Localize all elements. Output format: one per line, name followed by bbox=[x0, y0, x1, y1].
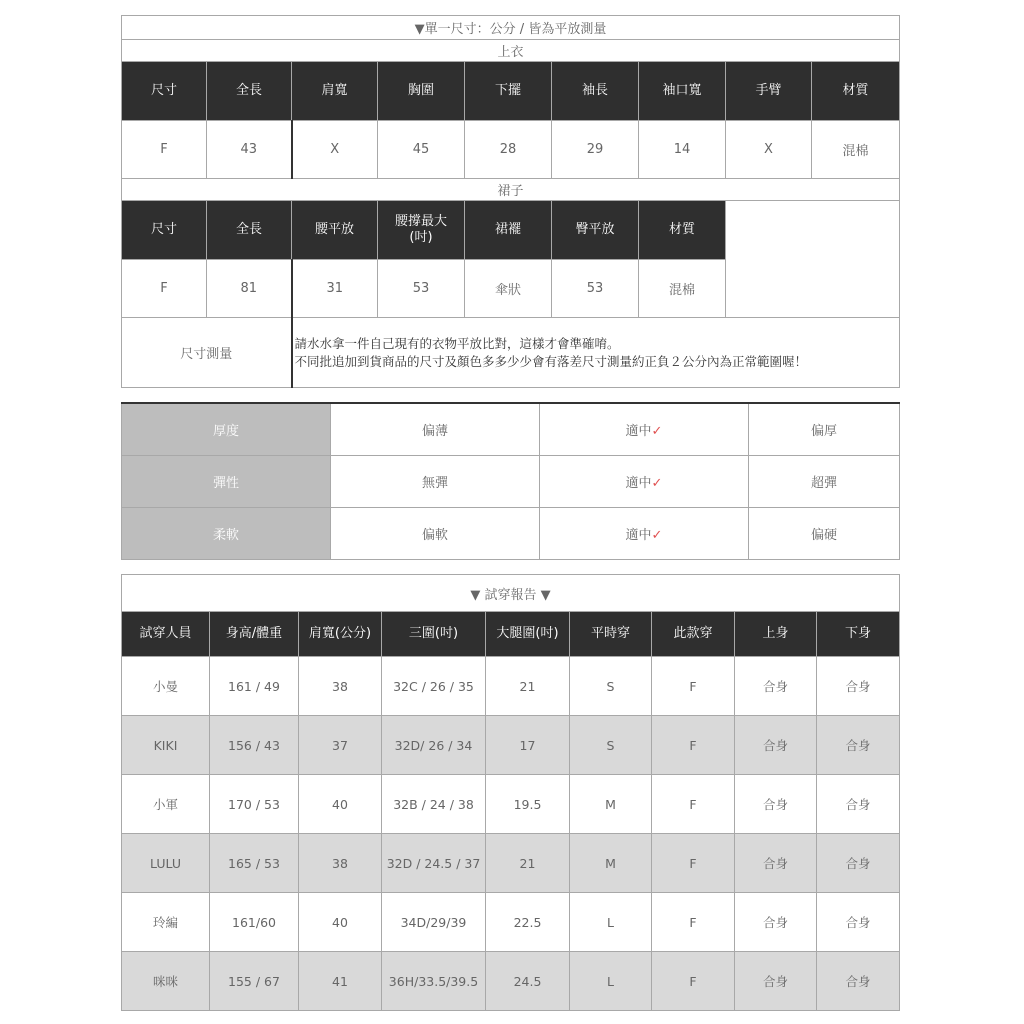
fit-header: 平時穿 bbox=[570, 612, 652, 657]
fit-cell: M bbox=[570, 834, 652, 893]
fit-cell: 玲編 bbox=[122, 893, 210, 952]
fabric-row bbox=[122, 403, 900, 455]
fabric-option: 偏硬 bbox=[749, 507, 900, 559]
fit-cell: 合身 bbox=[735, 775, 817, 834]
size-chart-table bbox=[121, 15, 900, 388]
fit-report-table bbox=[121, 574, 900, 1011]
skirt-value: 53 bbox=[378, 260, 465, 318]
fit-cell: 165 / 53 bbox=[210, 834, 299, 893]
fit-header: 下身 bbox=[817, 612, 900, 657]
fit-cell: S bbox=[570, 657, 652, 716]
fabric-option-selected bbox=[540, 455, 749, 507]
top-header-row bbox=[122, 62, 900, 121]
fit-cell: 合身 bbox=[735, 893, 817, 952]
fit-cell: 21 bbox=[486, 657, 570, 716]
skirt-value: 53 bbox=[552, 260, 639, 318]
skirt-value: 31 bbox=[292, 260, 378, 318]
table-row bbox=[122, 657, 900, 716]
check-icon: ✓ bbox=[651, 475, 663, 491]
fabric-option: 超彈 bbox=[749, 455, 900, 507]
top-value: 混棉 bbox=[812, 121, 900, 179]
fit-cell: 合身 bbox=[817, 952, 900, 1011]
skirt-header-row bbox=[122, 201, 900, 260]
fit-cell: 41 bbox=[299, 952, 382, 1011]
fabric-label: 厚度 bbox=[122, 403, 331, 455]
skirt-header: 材質 bbox=[639, 201, 726, 260]
skirt-header: 腰撐最大(吋) bbox=[378, 201, 465, 260]
fit-report-title: ▼ 試穿報告 ▼ bbox=[122, 575, 900, 612]
fit-cell: 170 / 53 bbox=[210, 775, 299, 834]
fit-header-row bbox=[122, 612, 900, 657]
fit-report-body bbox=[122, 657, 900, 1011]
fit-cell: 155 / 67 bbox=[210, 952, 299, 1011]
top-value: 43 bbox=[207, 121, 292, 179]
fit-cell: S bbox=[570, 716, 652, 775]
top-header: 全長 bbox=[207, 62, 292, 121]
fit-cell: 合身 bbox=[735, 952, 817, 1011]
table-row bbox=[122, 716, 900, 775]
fit-cell: 38 bbox=[299, 834, 382, 893]
fit-cell: F bbox=[652, 893, 735, 952]
fabric-option-label: 適中 bbox=[625, 527, 652, 543]
skirt-value: 混棉 bbox=[639, 260, 726, 318]
fit-cell: L bbox=[570, 893, 652, 952]
check-icon: ✓ bbox=[651, 423, 663, 439]
fit-cell: 40 bbox=[299, 775, 382, 834]
fabric-option: 無彈 bbox=[331, 455, 540, 507]
top-header: 袖長 bbox=[552, 62, 639, 121]
fit-cell: 咪咪 bbox=[122, 952, 210, 1011]
fit-cell: F bbox=[652, 657, 735, 716]
skirt-value: 81 bbox=[207, 260, 292, 318]
fit-cell: 合身 bbox=[735, 716, 817, 775]
skirt-header: 腰平放 bbox=[292, 201, 378, 260]
skirt-value: 傘狀 bbox=[465, 260, 552, 318]
fit-cell: LULU bbox=[122, 834, 210, 893]
fabric-option-label: 適中 bbox=[625, 475, 652, 491]
fabric-properties-table bbox=[121, 402, 900, 560]
empty-cell bbox=[726, 201, 900, 318]
fit-header: 三圍(吋) bbox=[382, 612, 486, 657]
fit-cell: 22.5 bbox=[486, 893, 570, 952]
skirt-caption: 裙子 bbox=[122, 179, 900, 201]
fit-cell: 40 bbox=[299, 893, 382, 952]
top-value: 14 bbox=[639, 121, 726, 179]
fabric-row bbox=[122, 507, 900, 559]
table-row bbox=[122, 952, 900, 1011]
measure-note-label: 尺寸測量 bbox=[122, 318, 292, 388]
fabric-row bbox=[122, 455, 900, 507]
fit-cell: 合身 bbox=[817, 775, 900, 834]
fit-cell: 合身 bbox=[817, 893, 900, 952]
top-header: 肩寬 bbox=[292, 62, 378, 121]
fit-cell: 32D/ 26 / 34 bbox=[382, 716, 486, 775]
fit-cell: 17 bbox=[486, 716, 570, 775]
fit-cell: 32D / 24.5 / 37 bbox=[382, 834, 486, 893]
top-value: 29 bbox=[552, 121, 639, 179]
skirt-header: 全長 bbox=[207, 201, 292, 260]
skirt-header: 尺寸 bbox=[122, 201, 207, 260]
fit-cell: 32C / 26 / 35 bbox=[382, 657, 486, 716]
top-value-row bbox=[122, 121, 900, 179]
fit-cell: 32B / 24 / 38 bbox=[382, 775, 486, 834]
fabric-option-selected bbox=[540, 403, 749, 455]
fit-cell: 21 bbox=[486, 834, 570, 893]
fit-cell: L bbox=[570, 952, 652, 1011]
skirt-value: F bbox=[122, 260, 207, 318]
fit-cell: 小曼 bbox=[122, 657, 210, 716]
fit-cell: 合身 bbox=[817, 716, 900, 775]
measure-note-line: 不同批追加到貨商品的尺寸及顏色多多少少會有落差尺寸測量約正負２公分內為正常範圍喔！ bbox=[294, 353, 808, 369]
check-icon: ✓ bbox=[651, 527, 663, 543]
skirt-header: 臀平放 bbox=[552, 201, 639, 260]
fit-cell: 34D/29/39 bbox=[382, 893, 486, 952]
top-header: 材質 bbox=[812, 62, 900, 121]
fit-header: 此款穿 bbox=[652, 612, 735, 657]
top-value: X bbox=[726, 121, 812, 179]
measure-note-text bbox=[292, 318, 900, 388]
fit-cell: 161 / 49 bbox=[210, 657, 299, 716]
fabric-option: 偏厚 bbox=[749, 403, 900, 455]
top-header: 袖口寬 bbox=[639, 62, 726, 121]
top-value: X bbox=[292, 121, 378, 179]
fabric-label: 彈性 bbox=[122, 455, 331, 507]
fit-header: 試穿人員 bbox=[122, 612, 210, 657]
table-row bbox=[122, 834, 900, 893]
top-header: 尺寸 bbox=[122, 62, 207, 121]
table-row bbox=[122, 893, 900, 952]
top-header: 手臂 bbox=[726, 62, 812, 121]
fit-header: 上身 bbox=[735, 612, 817, 657]
fit-header: 身高/體重 bbox=[210, 612, 299, 657]
top-value: 45 bbox=[378, 121, 465, 179]
top-header: 下擺 bbox=[465, 62, 552, 121]
fit-cell: 36H/33.5/39.5 bbox=[382, 952, 486, 1011]
measure-note-line: 請水水拿一件自己現有的衣物平放比對，這樣才會準確唷。 bbox=[294, 335, 620, 351]
top-value: 28 bbox=[465, 121, 552, 179]
top-caption: 上衣 bbox=[122, 40, 900, 62]
fit-cell: M bbox=[570, 775, 652, 834]
fit-cell: 161/60 bbox=[210, 893, 299, 952]
fit-cell: 37 bbox=[299, 716, 382, 775]
measure-note-row bbox=[122, 318, 900, 388]
fit-cell: 合身 bbox=[735, 657, 817, 716]
top-header: 胸圍 bbox=[378, 62, 465, 121]
fit-cell: 合身 bbox=[735, 834, 817, 893]
fabric-option: 偏薄 bbox=[331, 403, 540, 455]
fabric-label: 柔軟 bbox=[122, 507, 331, 559]
fabric-option-selected bbox=[540, 507, 749, 559]
fit-cell: F bbox=[652, 716, 735, 775]
fabric-option: 偏軟 bbox=[331, 507, 540, 559]
fit-cell: F bbox=[652, 834, 735, 893]
fit-cell: 19.5 bbox=[486, 775, 570, 834]
fit-cell: 38 bbox=[299, 657, 382, 716]
size-chart-title: ▼單一尺寸：公分 / 皆為平放測量 bbox=[122, 16, 900, 40]
fit-cell: 156 / 43 bbox=[210, 716, 299, 775]
fit-cell: 小軍 bbox=[122, 775, 210, 834]
fabric-option-label: 適中 bbox=[625, 423, 652, 439]
skirt-header: 裙襬 bbox=[465, 201, 552, 260]
table-row bbox=[122, 775, 900, 834]
fit-header: 大腿圍(吋) bbox=[486, 612, 570, 657]
fit-cell: KIKI bbox=[122, 716, 210, 775]
fit-cell: 24.5 bbox=[486, 952, 570, 1011]
top-value: F bbox=[122, 121, 207, 179]
fit-cell: F bbox=[652, 775, 735, 834]
fit-cell: 合身 bbox=[817, 834, 900, 893]
fit-cell: 合身 bbox=[817, 657, 900, 716]
fit-header: 肩寬(公分) bbox=[299, 612, 382, 657]
fit-cell: F bbox=[652, 952, 735, 1011]
